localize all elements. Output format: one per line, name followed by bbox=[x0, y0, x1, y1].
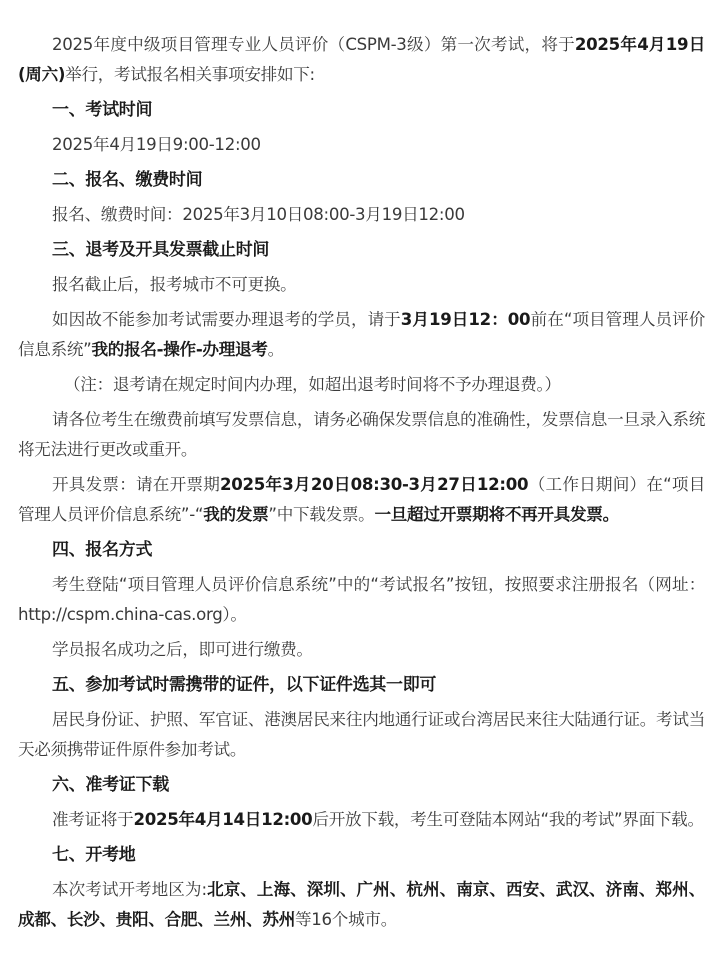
text-run: 居民身份证、护照、军官证、港澳居民来往内地通行证或台湾居民来往大陆通行证。考试当天必须携带证件原件参加考试。 bbox=[18, 710, 705, 759]
paragraph bbox=[18, 130, 705, 160]
bold-text: 我的发票 bbox=[203, 505, 269, 524]
paragraph bbox=[18, 705, 705, 765]
text-run: 准考证将于 bbox=[52, 810, 134, 829]
text-run: 后开放下载，考生可登陆本网站“我的考试”界面下载。 bbox=[312, 810, 704, 829]
paragraph bbox=[18, 270, 705, 300]
text-run: （工作日期间）在“项目管理人员评价信息系统”-“ bbox=[18, 475, 706, 524]
paragraph bbox=[18, 305, 705, 365]
paragraph bbox=[18, 875, 705, 935]
text-run: 考生登陆“项目管理人员评价信息系统”中的“考试报名”按钮，按照要求注册报名（网址：http://cspm.china-cas.org）。 bbox=[18, 575, 705, 624]
bold-text: 2025年4月19日(周六) bbox=[18, 35, 705, 84]
text-run: 等16个城市。 bbox=[295, 910, 397, 929]
paragraph bbox=[18, 30, 705, 90]
paragraph bbox=[18, 405, 705, 465]
text-run: ”中下载发票。 bbox=[268, 505, 375, 524]
paragraph bbox=[18, 635, 705, 665]
note-paragraph bbox=[18, 370, 705, 400]
text-run: 报名、缴费时间：2025年3月10日08:00-3月19日12:00 bbox=[52, 205, 465, 224]
section-heading bbox=[18, 770, 705, 800]
text-run: 六、准考证下载 bbox=[52, 775, 169, 795]
text-run: 。 bbox=[267, 340, 284, 359]
bold-text: 我的报名-操作-办理退考 bbox=[91, 340, 268, 359]
text-run: 三、退考及开具发票截止时间 bbox=[52, 240, 270, 260]
section-heading bbox=[18, 840, 705, 870]
text-run: 学员报名成功之后，即可进行缴费。 bbox=[52, 640, 313, 659]
bold-text: 2025年3月20日08:30-3月27日12:00 bbox=[220, 475, 529, 494]
text-run: 四、报名方式 bbox=[52, 540, 153, 560]
paragraph bbox=[18, 805, 705, 835]
text-run: 开具发票：请在开票期 bbox=[52, 475, 220, 494]
bold-text: 一旦超过开票期将不再开具发票。 bbox=[374, 505, 619, 524]
text-run: 举行，考试报名相关事项安排如下: bbox=[65, 65, 315, 84]
text-run: （注：退考请在规定时间内办理，如超出退考时间将不予办理退费。） bbox=[64, 375, 561, 394]
section-heading bbox=[18, 235, 705, 265]
section-heading bbox=[18, 535, 705, 565]
section-heading bbox=[18, 165, 705, 195]
text-run: 本次考试开考地区为: bbox=[52, 880, 207, 899]
text-run: 2025年度中级项目管理专业人员评价（CSPM-3级）第一次考试，将于 bbox=[52, 35, 575, 54]
paragraph bbox=[18, 470, 705, 530]
section-heading bbox=[18, 95, 705, 125]
text-run: 2025年4月19日9:00-12:00 bbox=[52, 135, 261, 154]
text-run: 报名截止后，报考城市不可更换。 bbox=[52, 275, 297, 294]
section-heading bbox=[18, 670, 705, 700]
text-run: 如因故不能参加考试需要办理退考的学员，请于 bbox=[52, 310, 401, 329]
bold-text: 3月19日12：00 bbox=[400, 310, 531, 329]
text-run: 一、考试时间 bbox=[52, 100, 153, 120]
text-run: 七、开考地 bbox=[52, 845, 136, 865]
bold-text: 2025年4月14日12:00 bbox=[133, 810, 313, 829]
paragraph bbox=[18, 570, 705, 630]
text-run: 前在“项目管理人员评价信息系统” bbox=[18, 310, 705, 359]
bold-text: 北京、上海、深圳、广州、杭州、南京、西安、武汉、济南、郑州、成都、长沙、贵阳、合肥、兰州、苏州 bbox=[18, 880, 705, 929]
text-run: 二、报名、缴费时间 bbox=[52, 170, 203, 190]
text-run: 请各位考生在缴费前填写发票信息，请务必确保发票信息的准确性，发票信息一旦录入系统将无法进行更改或重开。 bbox=[18, 410, 705, 459]
text-run: 五、参加考试时需携带的证件，以下证件选其一即可 bbox=[52, 675, 437, 695]
paragraph bbox=[18, 200, 705, 230]
